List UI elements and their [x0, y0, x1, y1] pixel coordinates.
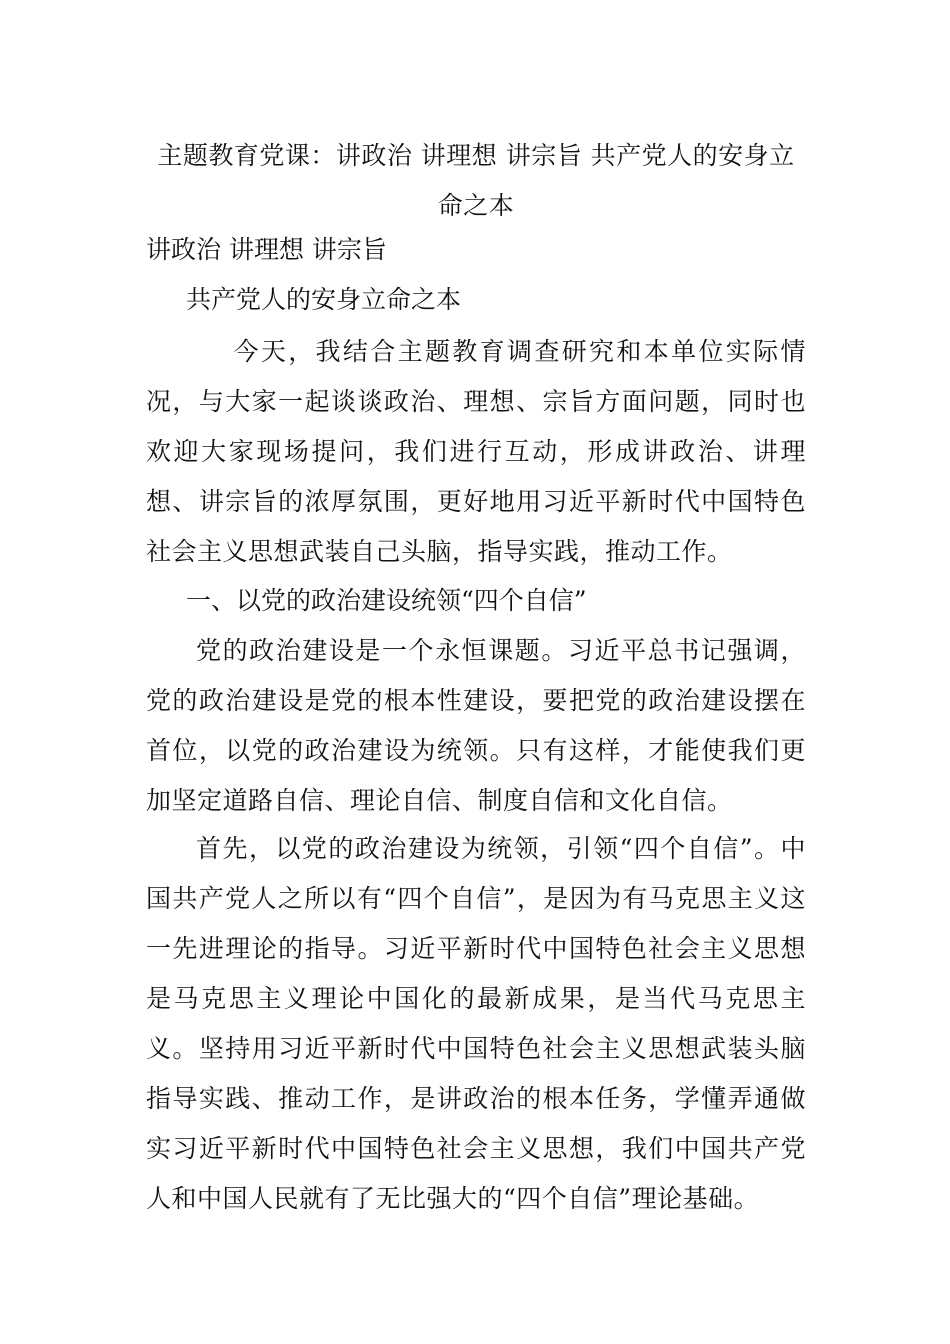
body-paragraph-1: 党的政治建设是一个永恒课题。习近平总书记强调，党的政治建设是党的根本性建设，要把党的政治建设摆在首位，以党的政治建设为统领。只有这样，才能使我们更加坚定道路自信、理论自信、制度自信和文化自信。 [146, 636, 806, 815]
document-title-line1: 主题教育党课：讲政治 讲理想 讲宗旨 共产党人的安身立 [157, 141, 795, 170]
intro-paragraph: 今天，我结合主题教育调查研究和本单位实际情况，与大家一起谈谈政治、理想、宗旨方面问题，同时也欢迎大家现场提问，我们进行互动，形成讲政治、讲理想、讲宗旨的浓厚氛围，更好地用习近平新时代中国特色社会主义思想武装自己头脑，指导实践，推动工作。 [146, 337, 806, 566]
document-title-line2: 命之本 [437, 191, 515, 220]
body-paragraph-2: 首先，以党的政治建设为统领，引领“四个自信”。中国共产党人之所以有“四个自信”，是因为有马克思主义这一先进理论的指导。习近平新时代中国特色社会主义思想是马克思主义理论中国化的最新成果，是当代马克思主义。坚持用习近平新时代中国特色社会主义思想武装头脑指导实践、推动工作，是讲政治的根本任务，学懂弄通做实习近平新时代中国特色社会主义思想，我们中国共产党人和中国人民就有了无比强大的“四个自信”理论基础。 [146, 834, 806, 1213]
section-heading-1: 一、以党的政治建设统领“四个自信” [186, 586, 587, 615]
subtitle-foundation: 共产党人的安身立命之本 [186, 285, 462, 314]
subtitle-themes: 讲政治 讲理想 讲宗旨 [146, 235, 387, 264]
